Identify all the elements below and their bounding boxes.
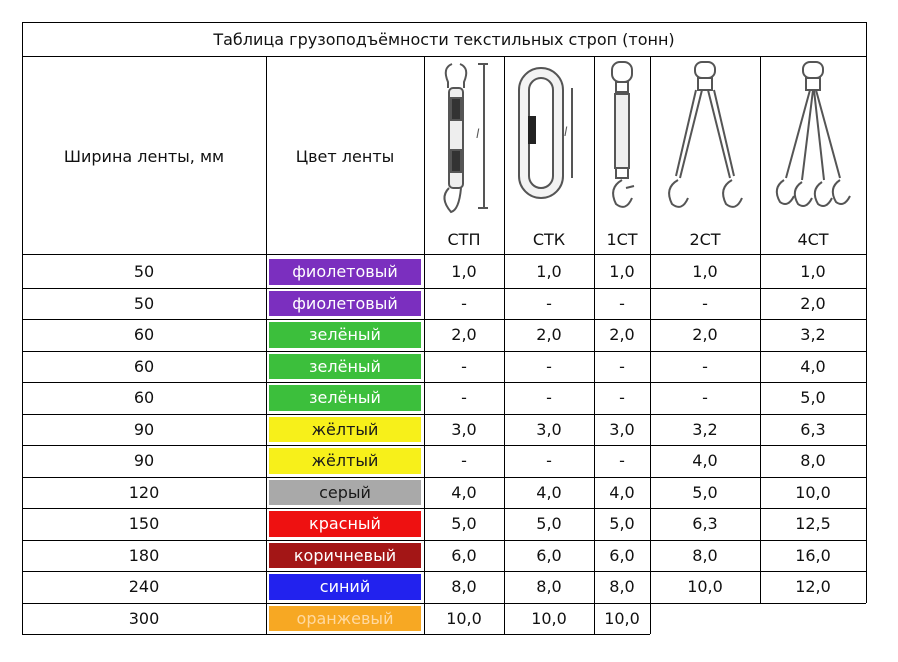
value-cell: 3,2 [800, 325, 826, 345]
grid-vline [760, 56, 761, 603]
color-swatch: зелёный [269, 322, 421, 348]
value-cell: 6,3 [692, 514, 718, 534]
value-cell: 2,0 [451, 325, 477, 345]
value-cell: - [619, 451, 625, 471]
value-cell: 10,0 [795, 482, 831, 502]
grid-hline [22, 288, 866, 289]
ring-sling-icon [504, 58, 594, 218]
value-cell: 6,0 [536, 545, 562, 565]
value-cell: - [461, 451, 467, 471]
width-cell: 90 [133, 451, 155, 471]
grid-hline [22, 477, 866, 478]
color-swatch: зелёный [269, 354, 421, 380]
value-cell: - [702, 388, 708, 408]
value-cell: 12,5 [795, 514, 831, 534]
color-swatch: фиолетовый [269, 291, 421, 317]
value-cell: - [546, 388, 552, 408]
value-cell: 2,0 [536, 325, 562, 345]
four-leg-sling-icon [760, 58, 866, 218]
value-cell: 8,0 [451, 577, 477, 597]
width-cell: 50 [133, 262, 155, 282]
width-cell: 60 [133, 325, 155, 345]
col-label-stk: СТК [532, 230, 566, 249]
value-cell: 4,0 [536, 482, 562, 502]
grid-hline [22, 603, 866, 604]
color-swatch: оранжевый [269, 606, 421, 632]
value-cell: - [461, 388, 467, 408]
value-cell: - [546, 451, 552, 471]
grid-hline [22, 634, 650, 635]
value-cell: 6,0 [609, 545, 635, 565]
loop-sling-icon [424, 58, 504, 218]
width-cell: 120 [128, 482, 160, 502]
value-cell: 12,0 [795, 577, 831, 597]
value-cell: - [619, 356, 625, 376]
value-cell: 4,0 [692, 451, 718, 471]
value-cell: 1,0 [451, 262, 477, 282]
grid-hline [22, 445, 866, 446]
value-cell: 5,0 [800, 388, 826, 408]
color-swatch: жёлтый [269, 417, 421, 443]
col-label-stp: СТП [447, 230, 481, 249]
grid-hline [22, 508, 866, 509]
value-cell: - [546, 356, 552, 376]
grid-hline [22, 254, 866, 255]
grid-vline [504, 56, 505, 634]
value-cell: 10,0 [604, 608, 640, 628]
col-label-4st: 4СТ [797, 230, 829, 249]
grid-hline [22, 540, 866, 541]
color-swatch: серый [269, 480, 421, 506]
value-cell: 4,0 [800, 356, 826, 376]
width-cell: 300 [128, 608, 160, 628]
value-cell: - [546, 293, 552, 313]
grid-hline [22, 382, 866, 383]
table-title: Таблица грузоподъёмности текстильных строп (тонн) [213, 29, 675, 49]
two-leg-sling-icon [650, 58, 760, 218]
color-swatch: жёлтый [269, 448, 421, 474]
col-label-2st: 2СТ [689, 230, 721, 249]
grid-vline [594, 56, 595, 634]
grid-vline [650, 56, 651, 634]
value-cell: 3,0 [451, 419, 477, 439]
value-cell: - [461, 356, 467, 376]
value-cell: 5,0 [536, 514, 562, 534]
color-header: Цвет ленты [295, 146, 395, 166]
value-cell: - [619, 388, 625, 408]
value-cell: 6,0 [451, 545, 477, 565]
value-cell: 5,0 [609, 514, 635, 534]
svg-text:l: l [476, 127, 480, 141]
value-cell: 8,0 [800, 451, 826, 471]
value-cell: 2,0 [609, 325, 635, 345]
value-cell: - [461, 293, 467, 313]
value-cell: 2,0 [692, 325, 718, 345]
value-cell: 3,0 [536, 419, 562, 439]
color-swatch: красный [269, 511, 421, 537]
width-cell: 240 [128, 577, 160, 597]
value-cell: 1,0 [800, 262, 826, 282]
value-cell: 8,0 [609, 577, 635, 597]
value-cell: 3,0 [609, 419, 635, 439]
value-cell: 1,0 [536, 262, 562, 282]
grid-hline [22, 56, 866, 57]
svg-text:l: l [564, 125, 568, 139]
width-cell: 50 [133, 293, 155, 313]
grid-hline [22, 319, 866, 320]
value-cell: 8,0 [692, 545, 718, 565]
grid-vline [22, 22, 23, 56]
width-cell: 90 [133, 419, 155, 439]
value-cell: 5,0 [692, 482, 718, 502]
value-cell: 1,0 [609, 262, 635, 282]
value-cell: 10,0 [531, 608, 567, 628]
value-cell: 16,0 [795, 545, 831, 565]
value-cell: 2,0 [800, 293, 826, 313]
value-cell: 6,3 [800, 419, 826, 439]
value-cell: 10,0 [687, 577, 723, 597]
grid-hline [22, 571, 866, 572]
grid-vline [866, 22, 867, 56]
value-cell: 8,0 [536, 577, 562, 597]
value-cell: - [619, 293, 625, 313]
value-cell: 4,0 [609, 482, 635, 502]
color-swatch: зелёный [269, 385, 421, 411]
width-cell: 180 [128, 545, 160, 565]
grid-vline [266, 56, 267, 634]
grid-vline [866, 56, 867, 603]
grid-hline [22, 414, 866, 415]
value-cell: - [702, 356, 708, 376]
value-cell: 1,0 [692, 262, 718, 282]
grid-hline [22, 351, 866, 352]
value-cell: 10,0 [446, 608, 482, 628]
width-header-label: Ширина ленты, мм [63, 146, 225, 166]
color-swatch: синий [269, 574, 421, 600]
color-swatch: фиолетовый [269, 259, 421, 285]
single-leg-sling-icon [594, 58, 650, 218]
value-cell: 3,2 [692, 419, 718, 439]
width-cell: 60 [133, 388, 155, 408]
width-cell: 60 [133, 356, 155, 376]
grid-hline [22, 22, 866, 23]
color-swatch: коричневый [269, 543, 421, 569]
value-cell: 4,0 [451, 482, 477, 502]
width-header [64, 147, 224, 166]
width-cell: 150 [128, 514, 160, 534]
value-cell: 5,0 [451, 514, 477, 534]
value-cell: - [702, 293, 708, 313]
grid-vline [22, 56, 23, 634]
col-label-1st: 1СТ [606, 230, 638, 249]
grid-vline [424, 56, 425, 634]
